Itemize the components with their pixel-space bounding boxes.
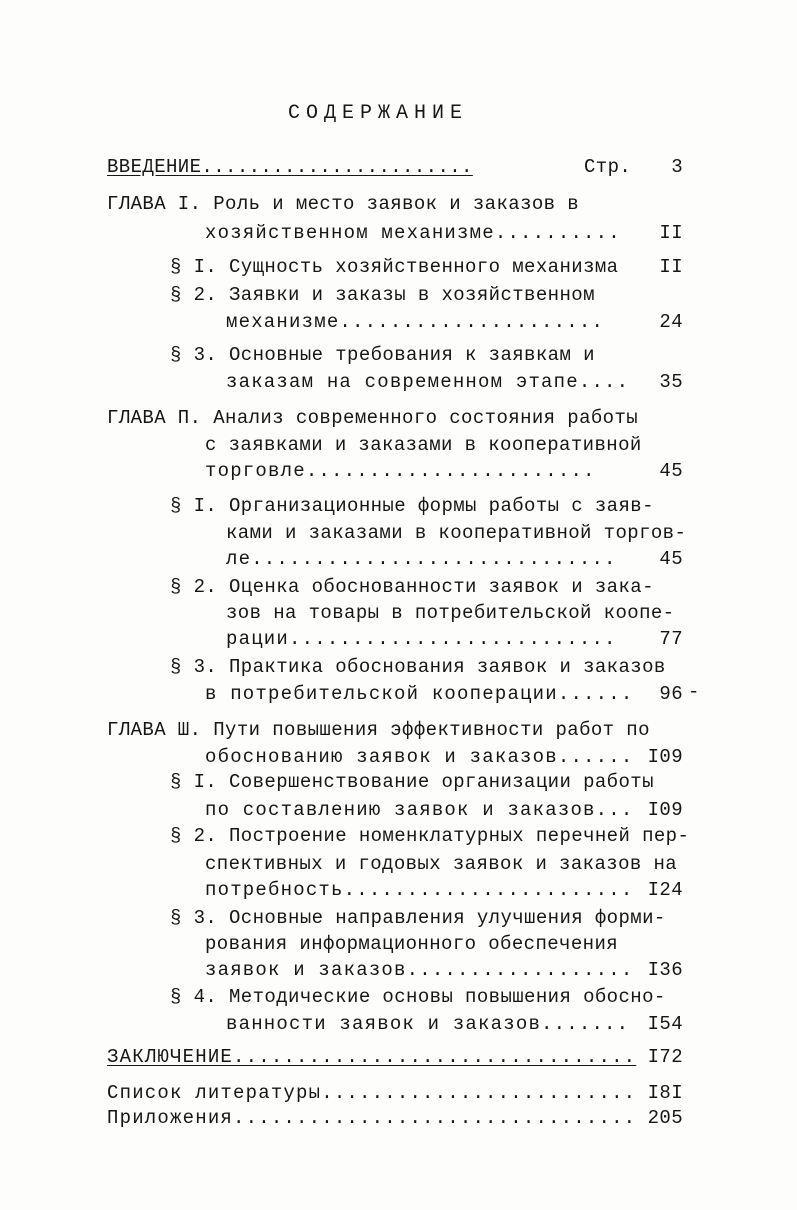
toc-references: Список литературы......................... bbox=[107, 1082, 637, 1104]
toc-section-1-2-cont: механизме..................... bbox=[226, 311, 605, 333]
page-number: I36 bbox=[647, 959, 683, 981]
toc-section-3-3: § 3. Основные направления улучшения форми- bbox=[170, 907, 666, 929]
toc-section-2-2-cont: рации.......................... bbox=[226, 628, 617, 650]
page-number: 35 bbox=[659, 371, 683, 393]
page-number: II bbox=[659, 256, 683, 278]
toc-section-2-1: § I. Организационные формы работы с заяв- bbox=[170, 495, 654, 517]
page-number: 96 bbox=[659, 683, 683, 705]
toc-section-3-3-cont: рования информационного обеспечения bbox=[205, 933, 619, 955]
page-number: 24 bbox=[659, 311, 683, 333]
toc-chapter-3-cont: обоснованию заявок и заказов...... bbox=[205, 746, 634, 768]
page-number: I09 bbox=[647, 799, 683, 821]
toc-section-3-2: § 2. Построение номенклатурных перечней пер- bbox=[170, 825, 690, 847]
toc-section-2-3-cont: в потребительской кооперации...... bbox=[205, 683, 634, 705]
toc-chapter-3: ГЛАВА Ш. Пути повышения эффективности работ по bbox=[107, 719, 650, 741]
toc-section-3-4: § 4. Методические основы повышения обосно- bbox=[170, 986, 666, 1008]
toc-conclusion: ЗАКЛЮЧЕНИЕ................................ bbox=[107, 1046, 637, 1068]
page-number: 45 bbox=[659, 460, 683, 482]
toc-section-2-1-cont: ле............................. bbox=[226, 548, 617, 570]
toc-section-2-2-cont: зов на товары в потребительской коопе- bbox=[226, 602, 675, 624]
toc-section-3-2-cont: потребность....................... bbox=[205, 879, 634, 901]
toc-section-2-1-cont: ками и заказами в кооперативной торгов- bbox=[226, 522, 687, 544]
page-title: СОДЕРЖАНИЕ bbox=[288, 102, 469, 125]
toc-section-3-1: § I. Совершенствование организации работы bbox=[170, 771, 654, 793]
toc-chapter-1: ГЛАВА I. Роль и место заявок и заказов в bbox=[107, 193, 580, 215]
toc-chapter-2-cont: торговле....................... bbox=[205, 460, 596, 482]
toc-section-1-1: § I. Сущность хозяйственного механизма bbox=[170, 256, 619, 278]
page-number: I09 bbox=[647, 746, 683, 768]
toc-section-3-1-cont: по составлению заявок и заказов... bbox=[205, 799, 634, 821]
toc-chapter-2: ГЛАВА П. Анализ современного состояния работы bbox=[107, 407, 639, 429]
page-number: I8I bbox=[647, 1082, 683, 1104]
toc-section-1-3: § 3. Основные требования к заявкам и bbox=[170, 344, 595, 366]
page-number: I54 bbox=[647, 1013, 683, 1035]
toc-section-1-3-cont: заказам на современном этапе.... bbox=[226, 371, 630, 393]
page-number: 3 bbox=[671, 156, 683, 178]
toc-section-2-2: § 2. Оценка обоснованности заявок и зака- bbox=[170, 576, 654, 598]
margin-dash: - bbox=[688, 681, 700, 703]
toc-chapter-1-cont: хозяйственном механизме.......... bbox=[205, 222, 621, 244]
page-number: II bbox=[659, 222, 683, 244]
toc-section-3-2-cont: спективных и годовых заявок и заказов на bbox=[205, 853, 678, 875]
toc-intro: ВВЕДЕНИЕ....................... bbox=[107, 156, 473, 178]
page-label: Стр. bbox=[584, 156, 632, 178]
page-number: I72 bbox=[647, 1046, 683, 1068]
toc-section-3-4-cont: ванности заявок и заказов....... bbox=[226, 1013, 630, 1035]
toc-appendices: Приложения................................ bbox=[107, 1107, 637, 1129]
toc-chapter-2-cont: с заявками и заказами в кооперативной bbox=[205, 434, 642, 456]
toc-section-3-3-cont: заявок и заказов.................. bbox=[205, 959, 634, 981]
page-number: 205 bbox=[647, 1107, 683, 1129]
toc-section-2-3: § 3. Практика обоснования заявок и заказов bbox=[170, 656, 666, 678]
page-number: 45 bbox=[659, 548, 683, 570]
toc-section-1-2: § 2. Заявки и заказы в хозяйственном bbox=[170, 284, 595, 306]
page-number: I24 bbox=[647, 879, 683, 901]
page-number: 77 bbox=[659, 628, 683, 650]
